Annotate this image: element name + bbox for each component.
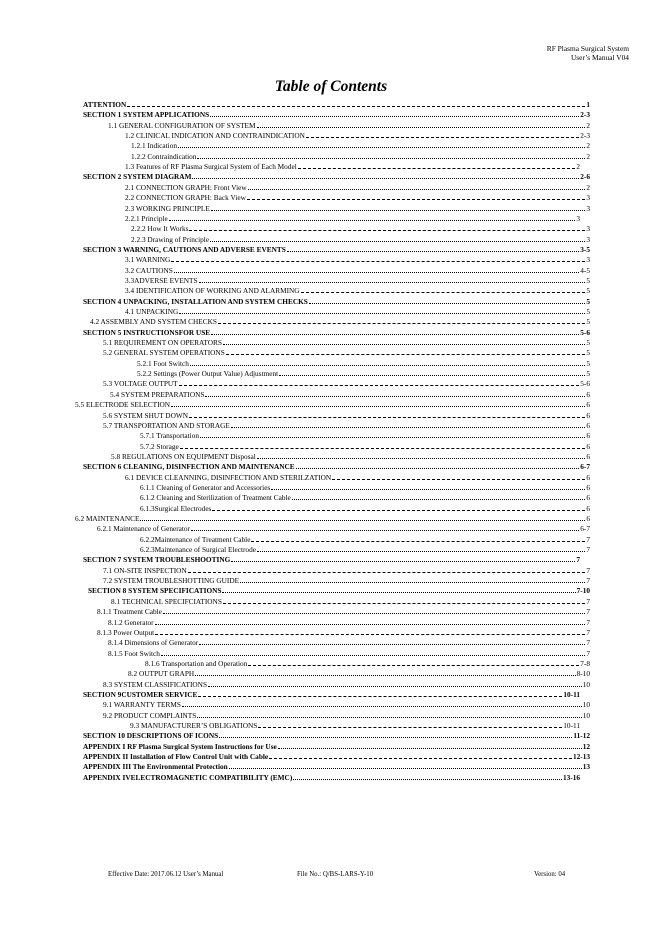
toc-page-number: 6 — [586, 451, 590, 461]
toc-entry[interactable] — [103, 411, 590, 420]
toc-leader-dots — [309, 303, 586, 304]
toc-leader-dots — [223, 603, 585, 604]
toc-leader-dots — [127, 106, 585, 107]
toc-entry-label: 2.2.1 Principle — [125, 213, 168, 223]
toc-entry-label: 6.2 MAINTENANCE — [75, 514, 140, 523]
toc-entry-label: SECTION 5 INSTRUCTIONSFOR USE — [83, 327, 211, 337]
toc-entry[interactable] — [131, 152, 590, 161]
toc-leader-dots — [199, 644, 585, 645]
toc-entry[interactable] — [83, 172, 590, 181]
toc-entry-label: 3.1 WARNING — [125, 255, 171, 265]
toc-leader-dots — [197, 158, 585, 159]
toc-entry[interactable] — [108, 638, 590, 647]
toc-leader-dots — [200, 437, 585, 438]
toc-leader-dots — [195, 675, 575, 676]
toc-entry-label: 8.1 TECHNICAL SPECIFCIATIONS — [111, 596, 222, 606]
toc-page-number: 7 — [586, 617, 590, 627]
toc-leader-dots — [180, 448, 586, 449]
toc-leader-dots — [163, 613, 585, 614]
toc-leader-dots — [191, 530, 579, 531]
toc-entry[interactable] — [125, 255, 590, 264]
toc-page-number: 10 — [582, 679, 590, 689]
toc-page-number: 5-6 — [580, 327, 590, 337]
toc-page-number: 7 — [576, 555, 580, 565]
toc-page-number: 5 — [586, 348, 590, 358]
toc-entry[interactable] — [83, 762, 590, 771]
toc-page-number: 3 — [586, 234, 590, 244]
toc-entry-label: 5.7 TRANSPORTATION AND STORAGE — [103, 420, 230, 430]
toc-leader-dots — [192, 178, 579, 179]
toc-entry-label: APPENDIX I RF Plasma Surgical System Instructions for Use — [83, 741, 277, 751]
toc-entry[interactable] — [90, 317, 590, 326]
toc-entry-label: 3.2 CAUTIONS — [125, 265, 173, 275]
toc-leader-dots — [169, 220, 576, 221]
toc-page-number: 2 — [586, 141, 590, 151]
toc-entry[interactable] — [111, 452, 590, 461]
toc-page-number: 13-16 — [562, 772, 580, 782]
toc-page-number: 6 — [586, 472, 590, 482]
toc-leader-dots — [210, 241, 585, 242]
toc-entry-label: 7.2 SYSTEM TROUBLESHOTTING GUIDE — [103, 576, 240, 586]
toc-page-number: 6 — [586, 410, 590, 420]
toc-entry[interactable] — [103, 379, 590, 388]
toc-leader-dots — [211, 210, 586, 211]
toc-page-number: 6 — [586, 431, 590, 441]
toc-leader-dots — [240, 582, 585, 583]
toc-entry-label: 7.1 ON-SITE INSPECTION — [103, 565, 187, 575]
toc-page-number: 6 — [586, 482, 590, 492]
toc-leader-dots — [306, 137, 579, 138]
toc-entry[interactable] — [97, 607, 590, 616]
toc-entry-label: 3.3ADVERSE EVENTS — [125, 275, 198, 285]
toc-entry-label: 5.7.2 Storage — [140, 441, 179, 451]
toc-entry-label: 5.3 VOLTAGE OUTPUT — [103, 379, 178, 389]
toc-entry-label: 2.2.3 Drawing of Principle — [131, 234, 210, 244]
toc-entry[interactable] — [103, 576, 590, 585]
footer-effective-date: Effective Date: 2017.06.12 User’s Manual — [108, 871, 224, 878]
toc-entry-label: SECTION 8 SYSTEM SPECIFICATIONS — [88, 586, 222, 596]
toc-page-number: 6-7 — [580, 462, 590, 472]
toc-entry-label: 8.1.6 Transportation and Operation — [145, 658, 248, 668]
toc-entry-label: 6.1.3Surgical Electrodes — [140, 503, 212, 513]
toc-page-number: 7 — [586, 638, 590, 648]
toc-entry[interactable] — [103, 711, 590, 720]
toc-entry[interactable] — [140, 431, 590, 440]
toc-entry[interactable] — [125, 162, 580, 171]
toc-leader-dots — [278, 748, 582, 749]
footer-version: Version: 04 — [534, 871, 566, 878]
toc-leader-dots — [292, 499, 586, 500]
toc-page-number: 2 — [576, 162, 580, 172]
toc-entry-label: 5.6 SYSTEM SHUT DOWN — [103, 410, 189, 420]
toc-entry-label: ATTENTION — [83, 100, 127, 109]
toc-entry-label: 8.1.1 Treatment Cable — [97, 607, 162, 617]
running-header — [547, 44, 629, 62]
toc-entry[interactable] — [103, 700, 590, 709]
toc-entry[interactable] — [83, 752, 590, 761]
toc-page-number: 6 — [586, 514, 590, 523]
toc-entry[interactable] — [103, 566, 590, 575]
toc-page-number: 3 — [576, 213, 580, 223]
toc-leader-dots — [179, 385, 580, 386]
toc-page-number: 7 — [586, 534, 590, 544]
header-product: RF Plasma Surgical System — [546, 44, 629, 53]
toc-leader-dots — [287, 251, 579, 252]
toc-entry-label: APPENDIX III The Environmental Protection — [83, 762, 228, 772]
toc-leader-dots — [258, 727, 562, 728]
toc-leader-dots — [190, 365, 585, 366]
toc-page-number: 5 — [586, 296, 590, 306]
toc-entry-label: APPENDIX IVELECTROMAGNETIC COMPATIBILITY (EMC) — [83, 772, 293, 782]
toc-leader-dots — [298, 168, 576, 169]
toc-leader-dots — [279, 375, 585, 376]
toc-entry[interactable] — [137, 369, 590, 378]
toc-page-number: 3 — [586, 255, 590, 265]
toc-entry-label: 1.2 CLINICAL INDICATION AND CONTRAINDICATION — [125, 131, 305, 141]
toc-page-number: 3 — [586, 224, 590, 234]
toc-leader-dots — [208, 686, 582, 687]
toc-entry[interactable] — [103, 680, 590, 689]
toc-entry-label: 6.2.3Maintenance of Surgical Electrode — [140, 545, 256, 555]
toc-entry[interactable] — [125, 193, 590, 202]
toc-entry-label: 9.2 PRODUCT COMPLAINTS — [103, 710, 197, 720]
toc-leader-dots — [301, 292, 586, 293]
toc-entry-label: 8.1.3 Power Output — [97, 627, 155, 637]
toc-leader-dots — [229, 768, 582, 769]
toc-entry[interactable] — [83, 690, 580, 699]
toc-page-number: 12 — [582, 741, 590, 751]
toc-leader-dots — [257, 127, 586, 128]
toc-entry[interactable] — [140, 535, 590, 544]
toc-leader-dots — [269, 758, 572, 759]
toc-entry[interactable] — [83, 731, 590, 740]
toc-entry[interactable] — [125, 276, 590, 285]
toc-entry[interactable] — [110, 390, 590, 399]
toc-entry[interactable] — [125, 204, 590, 213]
toc-leader-dots — [218, 323, 585, 324]
toc-leader-dots — [332, 479, 585, 480]
toc-leader-dots — [271, 489, 585, 490]
toc-entry-label: SECTION 3 WARNING, CAUTIONS AND ADVERSE EVENTS — [83, 244, 286, 254]
toc-entry-label: SECTION 1 SYSTEM APPLICATIONS — [83, 110, 210, 120]
toc-leader-dots — [182, 706, 582, 707]
toc-page-number: 7 — [586, 648, 590, 658]
toc-entry[interactable] — [83, 773, 580, 782]
toc-entry-label: 9.3 MANUFACTURER’S OBLIGATIONS — [130, 721, 258, 730]
toc-page-number: 2 — [586, 120, 590, 130]
toc-entry[interactable] — [128, 669, 590, 678]
toc-entry[interactable] — [131, 141, 590, 150]
toc-entry[interactable] — [103, 421, 590, 430]
toc-leader-dots — [174, 272, 579, 273]
toc-page-number: 5 — [586, 358, 590, 368]
toc-page-number: 1 — [586, 100, 590, 109]
toc-entry-label: 2.1 CONNECTION GRAPH: Front View — [125, 182, 247, 192]
toc-entry-label: 6.1 DEVICE CLEANNING, DISINFECTION AND STERILZATION — [125, 472, 332, 482]
toc-entry[interactable] — [125, 183, 590, 192]
toc-leader-dots — [296, 468, 580, 469]
toc-leader-dots — [188, 572, 586, 573]
toc-entry-label: 1.1 GENERAL CONFIGURATION OF SYSTEM — [108, 120, 256, 130]
toc-page-number: 5-6 — [580, 379, 590, 389]
toc-page-number: 2-3 — [580, 110, 590, 120]
toc-page-number: 6 — [586, 441, 590, 451]
toc-entry-label: 3.4 IDENTIFICATION OF WORKING AND ALARMING — [125, 286, 300, 296]
toc-entry-label: SECTION 2 SYSTEM DIAGRAM — [83, 172, 192, 182]
toc-page-number: 11-12 — [573, 731, 590, 741]
toc-page-number: 7 — [586, 545, 590, 555]
toc-leader-dots — [223, 344, 585, 345]
toc-page-number: 6 — [586, 503, 590, 513]
toc-leader-dots — [251, 541, 585, 542]
toc-entry[interactable] — [97, 628, 590, 637]
toc-entry[interactable] — [131, 224, 590, 233]
toc-page-number: 8-10 — [576, 669, 590, 679]
toc-entry-label: 5.8 REGULATIONS ON EQUIPMENT Disposal — [111, 451, 256, 461]
toc-entry-label: 1.2.1 Indication — [131, 141, 178, 151]
toc-entry[interactable] — [83, 110, 590, 119]
toc-entry-label: 6.1.1 Cleaning of Generator and Accessories — [140, 482, 271, 492]
toc-page-number: 5 — [586, 307, 590, 316]
toc-leader-dots — [155, 634, 585, 635]
toc-page-number: 2-3 — [580, 131, 590, 141]
toc-leader-dots — [293, 779, 562, 780]
toc-page-number: 10-11 — [563, 689, 580, 699]
toc-entry-label: 1.3 Features of RF Plasma Surgical System of Each Model — [125, 162, 297, 172]
toc-entry[interactable] — [103, 348, 590, 357]
toc-page-number: 3 — [586, 193, 590, 203]
toc-page-number: 7-10 — [576, 586, 590, 596]
toc-entry-label: 5.2 GENERAL SYSTEM OPERATIONS — [103, 348, 225, 358]
toc-entry[interactable] — [97, 524, 590, 533]
toc-entry-label: 5.1 REQUIREMENT ON OPERATORS — [103, 338, 222, 348]
toc-entry[interactable] — [125, 286, 590, 295]
toc-page-number: 10 — [582, 710, 590, 720]
toc-leader-dots — [161, 655, 585, 656]
header-manual: User’s Manual V04 — [570, 53, 629, 63]
toc-entry-label: 1.2.2 Contraindication — [131, 151, 197, 161]
toc-entry[interactable] — [145, 659, 590, 668]
toc-leader-dots — [155, 624, 586, 625]
toc-entry[interactable] — [140, 442, 590, 451]
toc-leader-dots — [198, 696, 562, 697]
toc-entry-label: 5.5 ELECTRODE SELECTION — [75, 400, 171, 410]
toc-entry[interactable] — [125, 214, 580, 223]
toc-entry-label: 5.2.1 Foot Switch — [137, 358, 189, 368]
toc-leader-dots — [222, 592, 575, 593]
toc-leader-dots — [231, 427, 586, 428]
toc-page-number: 3-5 — [580, 244, 590, 254]
toc-page-number: 6-7 — [580, 524, 590, 534]
toc-entry-label: 5.4 SYSTEM PREPARATIONS — [110, 389, 205, 399]
toc-entry-label: 6.2.1 Maintenance of Generator — [97, 524, 190, 534]
toc-page-number: 10 — [582, 700, 590, 710]
toc-entry[interactable] — [140, 545, 590, 554]
toc-page-number: 6 — [586, 493, 590, 503]
toc-page-number: 2 — [586, 182, 590, 192]
toc-entry[interactable] — [137, 359, 590, 368]
toc-entry-label: 5.2.2 Settings (Power Output Value) Adjustment — [137, 369, 279, 379]
toc-entry[interactable] — [125, 307, 590, 316]
toc-leader-dots — [210, 116, 579, 117]
toc-entry[interactable] — [108, 618, 590, 627]
toc-page-number: 4-5 — [580, 265, 590, 275]
toc-page-number: 5 — [586, 317, 590, 327]
toc-page-number: 7 — [586, 565, 590, 575]
toc-entry[interactable] — [125, 473, 590, 482]
toc-entry[interactable] — [75, 514, 590, 523]
toc-entry-label: SECTION 7 SYSTEM TROUBLESHOOTING — [83, 555, 231, 565]
toc-entry[interactable] — [140, 504, 590, 513]
toc-leader-dots — [197, 717, 581, 718]
toc-entry[interactable] — [131, 235, 590, 244]
toc-entry-label: 5.7.1 Transportation — [140, 431, 199, 441]
toc-page-number: 7 — [586, 596, 590, 606]
toc-leader-dots — [219, 737, 572, 738]
toc-entry[interactable] — [83, 742, 590, 751]
toc-leader-dots — [189, 230, 585, 231]
toc-leader-dots — [171, 406, 585, 407]
toc-entry[interactable] — [125, 266, 590, 275]
toc-entry[interactable] — [83, 462, 590, 471]
toc-page-number: 5 — [586, 369, 590, 379]
toc-entry[interactable] — [140, 493, 590, 502]
toc-entry-label: 2.3 WORKING PRINCIPLE — [125, 203, 210, 213]
toc-page-number: 6 — [586, 400, 590, 410]
toc-entry[interactable] — [103, 338, 590, 347]
toc-entry-label: 8.1.5 Foot Switch — [108, 648, 160, 658]
toc-leader-dots — [171, 261, 585, 262]
toc-leader-dots — [205, 396, 585, 397]
toc-page-number: 2-6 — [580, 172, 590, 182]
toc-leader-dots — [199, 282, 586, 283]
toc-leader-dots — [257, 458, 586, 459]
toc-page-number: 10-11 — [563, 721, 580, 730]
toc-entry-label: SECTION 6 CLEANING, DISINFECTION AND MAINTENANCE — [83, 462, 295, 472]
toc-entry-label: 8.3 SYSTEM CLASSIFICATIONS — [103, 679, 207, 689]
toc-entry-label: SECTION 10 DESCRIPTIONS OF ICONS — [83, 731, 219, 741]
toc-leader-dots — [140, 520, 585, 521]
toc-entry-label: SECTION 9CUSTOMER SERVICE — [83, 689, 198, 699]
toc-leader-dots — [247, 199, 586, 200]
toc-entry[interactable] — [83, 100, 590, 109]
toc-page-number: 5 — [586, 275, 590, 285]
toc-page-number: 3 — [586, 203, 590, 213]
toc-entry-label: 2.2.2 How It Works — [131, 224, 189, 234]
toc-entry[interactable] — [83, 245, 590, 254]
toc-page-number: 13 — [582, 762, 590, 772]
toc-page-number: 7-8 — [580, 658, 590, 668]
page-title: Table of Contents — [274, 78, 388, 95]
toc-entry-label: 6.2.2Maintenance of Treatment Cable — [140, 534, 251, 544]
toc-leader-dots — [248, 189, 586, 190]
toc-entry[interactable] — [83, 555, 580, 564]
toc-entry[interactable] — [140, 483, 590, 492]
toc-entry[interactable] — [108, 121, 590, 130]
toc-page-number: 7 — [586, 627, 590, 637]
toc-entry-label: SECTION 4 UNPACKING, INSTALLATION AND SYSTEM CHECKS — [83, 296, 308, 306]
toc-page-number: 7 — [586, 576, 590, 586]
toc-entry-label: APPENDIX II Installation of Flow Control Unit with Cable — [83, 752, 269, 762]
toc-page-number: 2 — [586, 151, 590, 161]
toc-entry[interactable] — [83, 328, 590, 337]
toc-entry[interactable] — [83, 297, 590, 306]
toc-page-number: 6 — [586, 389, 590, 399]
toc-leader-dots — [178, 147, 585, 148]
toc-page-number: 7 — [586, 607, 590, 617]
toc-entry-label: 8.2 OUTPUT GRAPH — [128, 669, 195, 679]
toc-leader-dots — [212, 510, 585, 511]
toc-leader-dots — [257, 551, 585, 552]
toc-entry-label: 8.1.2 Generator — [108, 617, 154, 627]
toc-entry-label: 6.1.2 Cleaning and Sterilization of Treatment Cable — [140, 493, 291, 503]
toc-leader-dots — [248, 665, 579, 666]
toc-entry-label: 4.2 ASSEMBLY AND SYSTEM CHECKS — [90, 317, 217, 327]
toc-page-number: 5 — [586, 338, 590, 348]
toc-leader-dots — [179, 313, 585, 314]
toc-entry[interactable] — [88, 586, 590, 595]
toc-leader-dots — [211, 334, 579, 335]
toc-entry[interactable] — [75, 400, 590, 409]
toc-entry[interactable] — [111, 597, 590, 606]
toc-entry-label: 9.1 WARRANTY TERMS — [103, 700, 181, 710]
toc-entry[interactable] — [125, 131, 590, 140]
footer-file-number: File No.: Q/BS-LARS-Y-10 — [297, 871, 374, 878]
toc-entry-label: 8.1.4 Dimensions of Generator — [108, 638, 199, 648]
toc-entry[interactable] — [108, 649, 590, 658]
toc-leader-dots — [231, 561, 575, 562]
toc-entry-label: 4.1 UNPACKING — [125, 307, 179, 316]
toc-entry[interactable] — [130, 721, 580, 730]
toc-leader-dots — [226, 354, 586, 355]
toc-entry-label: 2.2 CONNECTION GRAPH: Back View — [125, 193, 246, 203]
toc-page-number: 6 — [586, 420, 590, 430]
toc-page-number: 12-13 — [572, 752, 590, 762]
toc-leader-dots — [189, 417, 585, 418]
toc-page-number: 5 — [586, 286, 590, 296]
